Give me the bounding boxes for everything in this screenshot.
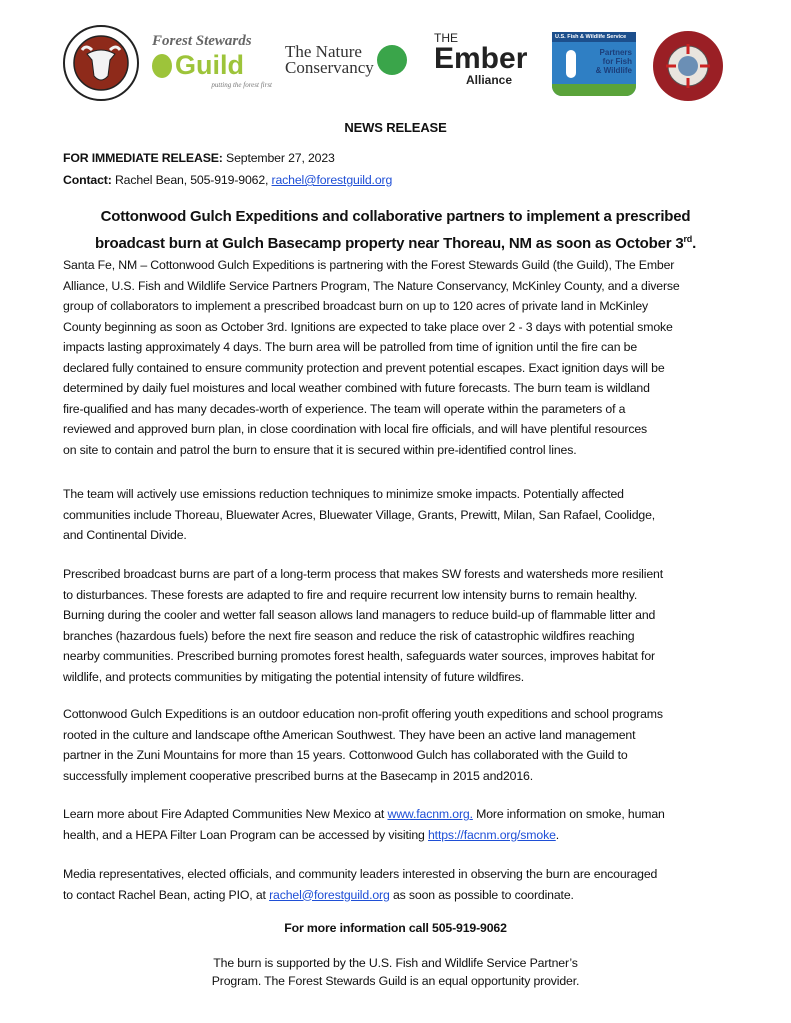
footer-note-1: The burn is supported by the U.S. Fish and Wildlife Service Partner’s (213, 956, 578, 970)
text-segment: . (555, 827, 560, 842)
headline: Cottonwood Gulch Expeditions and collaborative partners to implement a prescribed broadcast burn at Gulch Basecamp property near Thoreau, NM as soon as October 3rd. (94, 208, 697, 252)
paragraph-line: County beginning as soon as October 3rd. Ignitions are expected to take place over 2 - 3 days with potential smoke (63, 319, 673, 334)
paragraph-prescribed-burns (63, 567, 663, 690)
fws-partners-logo: U.S. Fish & Wildlife Service Partners for Fish & Wildlife (552, 32, 636, 96)
egret-icon (566, 50, 576, 78)
nature-conservancy-logo: The Nature Conservancy (285, 40, 420, 80)
contact-email-link[interactable]: rachel@forestguild.org (271, 173, 393, 187)
paragraph-line: fire-qualified and has many decades-worth of experience. The team will operate within the parameters of a (63, 401, 626, 416)
paragraph-line: Prescribed broadcast burns are part of a long-term process that makes SW forests and watersheds more resilient (63, 567, 663, 581)
paragraph-line: branches (hazardous fuels) before the next fire season and reduce the risk of catastrophic wildfires reaching (63, 628, 635, 643)
footer-note-2: Program. The Forest Stewards Guild is an equal opportunity provider. (211, 974, 580, 988)
contact-line: Contact: Rachel Bean, 505-919-9062, rachel@forestguild.org (63, 173, 393, 187)
paragraph-line: Cottonwood Gulch Expeditions is an outdoor education non-profit offering youth expeditions and school programs (63, 707, 663, 721)
cottonwood-gulch-logo (62, 24, 140, 102)
paragraph-line: to disturbances. These forests are adapted to fire and require recurrent low intensity burns to remain healthy. (63, 587, 638, 602)
text-segment: More information on smoke, human (472, 807, 665, 821)
paragraph-line (63, 828, 665, 849)
paragraph-line: Alliance, U.S. Fish and Wildlife Service Partners Program, The Nature Conservancy, McKinley County, and a diverse (63, 278, 680, 293)
paragraph-line: reviewed and approved burn plan, in close coordination with local fire officials, and will have plentiful resources (63, 422, 648, 436)
paragraph-intro (63, 258, 680, 463)
paragraph-line: nearby communities. Prescribed burning promotes forest health, safeguards water sources, improves habitat for (63, 649, 655, 663)
paragraph-learn-more (63, 807, 665, 848)
text-segment: as soon as possible to coordinate. (389, 887, 574, 902)
paragraph-line: communities include Thoreau, Bluewater Acres, Bluewater Village, Grants, Prewitt, Milan, San Rafael, Coolidge, (63, 507, 656, 522)
mckinley-county-logo (652, 30, 724, 102)
paragraph-line: on site to contain and patrol the burn to ensure that it is secured within pre-identified control lines. (63, 442, 577, 457)
paragraph-emissions (63, 487, 655, 549)
paragraph-line: The team will actively use emissions reduction techniques to minimize smoke impacts. Potentially affected (63, 487, 624, 501)
paragraph-line: group of collaborators to implement a prescribed broadcast burn on up to 120 acres of private land in McKinley (63, 299, 649, 313)
text-segment: Learn more about Fire Adapted Communities New Mexico at (63, 807, 388, 821)
paragraph-media (63, 867, 657, 908)
paragraph-line: and Continental Divide. (63, 528, 187, 542)
paragraph-line: rooted in the culture and landscape ofthe American Southwest. They have been an active land management (63, 727, 636, 742)
paragraph-line: Media representatives, elected officials, and community leaders interested in observing the burn are encouraged (63, 867, 658, 881)
hyperlink[interactable]: https://facnm.org/smoke (427, 827, 556, 842)
paragraph-line: declared fully contained to ensure community protection and prevent potential escapes. Exact ignition days will be (63, 360, 665, 375)
paragraph-line: Burning during the cooler and wetter fall season allows land managers to reduce build-up of flammable litter and (63, 608, 656, 622)
paragraph-line: Santa Fe, NM – Cottonwood Gulch Expeditions is partnering with the Forest Stewards Guild (the Guild), The Ember (63, 258, 675, 272)
paragraph-about-gulch (63, 707, 663, 789)
text-segment: health, and a HEPA Filter Loan Program can be accessed by visiting (63, 827, 428, 842)
leaf-globe-icon (377, 45, 407, 75)
text-segment: to contact Rachel Bean, acting PIO, at (63, 887, 270, 902)
paragraph-line: impacts lasting approximately 4 days. The burn area will be patrolled from time of ignition until the fire can be (63, 340, 638, 354)
hyperlink[interactable]: rachel@forestguild.org (269, 887, 390, 902)
paragraph-line: wildlife, and protects communities by mitigating the potential intensity of future wildfires. (63, 669, 525, 684)
footer-info: For more information call 505-919-9062 (284, 921, 507, 935)
page-title: NEWS RELEASE (344, 120, 447, 135)
hyperlink[interactable]: www.facnm.org. (387, 807, 473, 821)
paragraph-line (63, 807, 665, 828)
release-date-line: FOR IMMEDIATE RELEASE: September 27, 2023 (63, 151, 335, 165)
paragraph-line: successfully implement cooperative prescribed burns at the Basecamp in 2015 and2016. (63, 768, 533, 783)
forest-stewards-guild-logo: Forest Stewards Guild putting the forest first (152, 33, 272, 89)
paragraph-line (63, 888, 657, 909)
paragraph-line: partner in the Zuni Mountains for more than 15 years. Cottonwood Gulch has collaborated with the Guild to (63, 748, 628, 762)
paragraph-line: determined by daily fuel moistures and local weather combined with future forecasts. The burn team is wildland (63, 381, 650, 395)
ember-alliance-logo: THE Ember Alliance (434, 31, 528, 87)
